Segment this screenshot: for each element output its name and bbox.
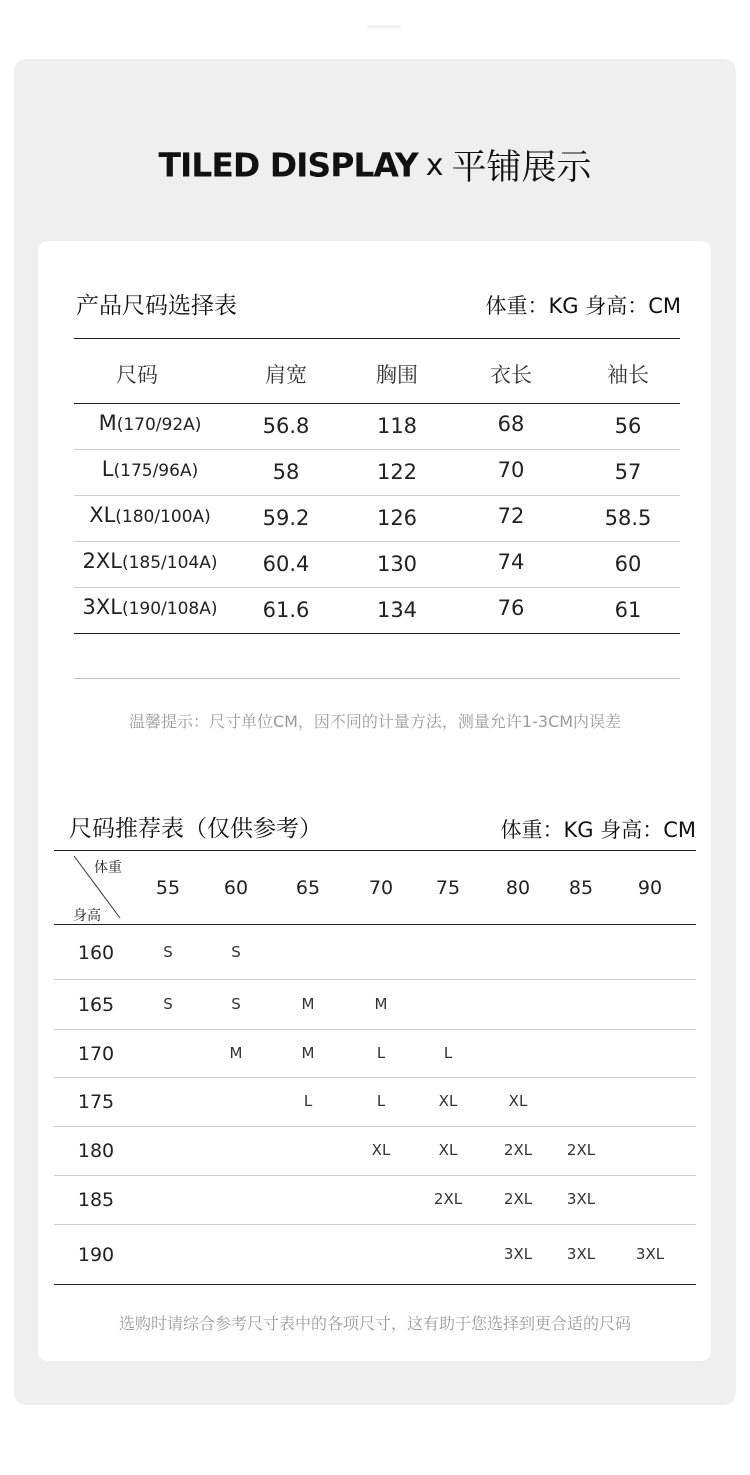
size-table-value: 74 — [497, 550, 525, 574]
size-table-value: 76 — [497, 596, 525, 620]
size-table-header-cell: 袖长 — [607, 363, 649, 387]
size-spec: (170/92A) — [116, 415, 202, 435]
size-spec: (180/100A) — [115, 507, 211, 527]
recommended-size: XL — [438, 1092, 458, 1110]
size-table-header-rule — [74, 403, 680, 404]
size-table-title: 产品尺码选择表 — [76, 293, 237, 319]
tip-divider — [74, 678, 680, 679]
recommend-table-row-rule — [54, 1224, 696, 1225]
recommended-size: S — [163, 942, 173, 961]
recommended-size: XL — [508, 1092, 528, 1110]
size-label — [102, 457, 198, 481]
weight-header-cell: 55 — [155, 877, 181, 899]
size-table-value: 61.6 — [262, 598, 310, 622]
recommended-size: S — [231, 994, 241, 1013]
size-table-value: 61 — [614, 598, 642, 622]
size-table-header-cell: 胸围 — [376, 363, 418, 387]
recommend-table-row-rule — [54, 1077, 696, 1078]
recommend-table-row-rule — [54, 1029, 696, 1030]
height-label: 175 — [77, 1091, 115, 1113]
size-table-row-rule — [74, 495, 680, 496]
size-chart-card — [38, 241, 711, 1361]
headline-separator: x — [425, 147, 444, 183]
size-table-value: 59.2 — [262, 506, 310, 530]
recommend-table-row-rule — [54, 1175, 696, 1176]
recommend-table-top-rule — [54, 850, 696, 851]
headline-english: TILED DISPLAY — [158, 145, 418, 185]
weight-header-cell: 80 — [505, 877, 531, 899]
size-table-value: 68 — [497, 412, 525, 436]
corner-height-label: 身高 — [73, 908, 101, 924]
size-spec: (185/104A) — [121, 553, 218, 573]
recommend-table-row-rule — [54, 979, 696, 980]
recommended-size: L — [376, 1092, 386, 1110]
size-table-value: 60.4 — [262, 552, 310, 576]
size-table-value: 58 — [272, 460, 300, 484]
height-label: 190 — [77, 1243, 115, 1266]
recommend-table-row-rule — [54, 1126, 696, 1127]
top-decoration — [367, 25, 401, 28]
weight-header-cell: 90 — [637, 877, 663, 899]
size-spec: (190/108A) — [121, 599, 218, 619]
size-code: XL — [89, 503, 116, 527]
size-table-header-cell: 肩宽 — [265, 363, 307, 387]
recommended-size: 3XL — [503, 1244, 533, 1263]
size-code: M — [98, 411, 117, 435]
size-table-top-rule — [74, 338, 680, 339]
size-table-value: 58.5 — [604, 506, 652, 530]
size-table-header-cell: 尺码 — [116, 363, 158, 387]
size-code: 3XL — [82, 595, 122, 619]
recommend-table-row-rule — [54, 1284, 696, 1285]
size-label — [83, 595, 218, 619]
size-table-value: 56.8 — [262, 414, 310, 438]
recommended-size: 3XL — [566, 1244, 596, 1263]
size-label — [83, 549, 218, 573]
size-table-header-cell: 衣长 — [490, 363, 532, 387]
size-table-value: 118 — [376, 414, 418, 438]
weight-header-cell: 60 — [223, 877, 249, 899]
size-table-value: 126 — [376, 506, 418, 530]
weight-header-cell: 75 — [435, 877, 461, 899]
size-table-value: 72 — [497, 504, 525, 528]
height-label: 170 — [77, 1042, 115, 1065]
size-table-units: 体重：KG 身高：CM — [485, 294, 681, 318]
size-table-row-rule — [74, 449, 680, 450]
recommended-size: M — [229, 1043, 243, 1062]
recommend-table-title: 尺码推荐表（仅供参考） — [69, 816, 322, 842]
recommended-size: L — [443, 1043, 453, 1062]
recommended-size: 3XL — [635, 1244, 665, 1263]
weight-header-cell: 65 — [295, 877, 321, 899]
recommended-size: M — [301, 994, 315, 1013]
recommended-size: S — [231, 942, 241, 961]
size-table-value: 130 — [376, 552, 418, 576]
height-label: 185 — [77, 1189, 115, 1211]
size-code: L — [101, 457, 114, 481]
recommend-table-units: 体重：KG 身高：CM — [500, 818, 696, 842]
recommended-size: L — [303, 1092, 313, 1110]
headline — [0, 140, 750, 190]
recommended-size: 2XL — [566, 1141, 596, 1159]
size-table-row-rule — [74, 541, 680, 542]
size-table-value: 60 — [614, 552, 642, 576]
recommended-size: XL — [371, 1141, 391, 1159]
size-table-value: 122 — [376, 460, 418, 484]
weight-header-cell: 70 — [368, 877, 394, 899]
height-label: 180 — [77, 1140, 115, 1162]
size-table-row-rule — [74, 587, 680, 588]
recommended-size: M — [374, 994, 388, 1013]
recommended-size: M — [301, 1043, 315, 1062]
corner-weight-label: 体重 — [94, 860, 122, 876]
recommend-table-tip: 选购时请综合参考尺寸表中的各项尺寸，这有助于您选择到更合适的尺码 — [118, 1314, 631, 1333]
size-table-value: 134 — [376, 598, 418, 622]
height-label: 165 — [77, 993, 115, 1016]
size-label — [99, 411, 202, 435]
recommended-size: 2XL — [503, 1141, 533, 1159]
recommended-size: 2XL — [503, 1190, 533, 1208]
size-table-value: 70 — [497, 458, 525, 482]
size-code: 2XL — [82, 549, 122, 573]
size-table-value: 56 — [614, 414, 642, 438]
size-table-tip: 温馨提示：尺寸单位CM，因不同的计量方法，测量允许1-3CM内误差 — [128, 712, 622, 731]
recommended-size: XL — [438, 1141, 458, 1159]
recommended-size: 2XL — [433, 1190, 463, 1208]
recommend-table-header-rule — [54, 924, 696, 925]
recommended-size: S — [163, 994, 173, 1013]
recommended-size: 3XL — [566, 1190, 596, 1208]
weight-header-cell: 85 — [568, 877, 594, 899]
height-label: 160 — [77, 941, 115, 964]
size-table-row-rule — [74, 633, 680, 634]
size-table-value: 57 — [614, 460, 642, 484]
size-spec: (175/96A) — [113, 461, 199, 481]
size-label — [89, 503, 211, 527]
headline-chinese: 平铺展示 — [451, 148, 592, 188]
recommended-size: L — [376, 1043, 386, 1062]
